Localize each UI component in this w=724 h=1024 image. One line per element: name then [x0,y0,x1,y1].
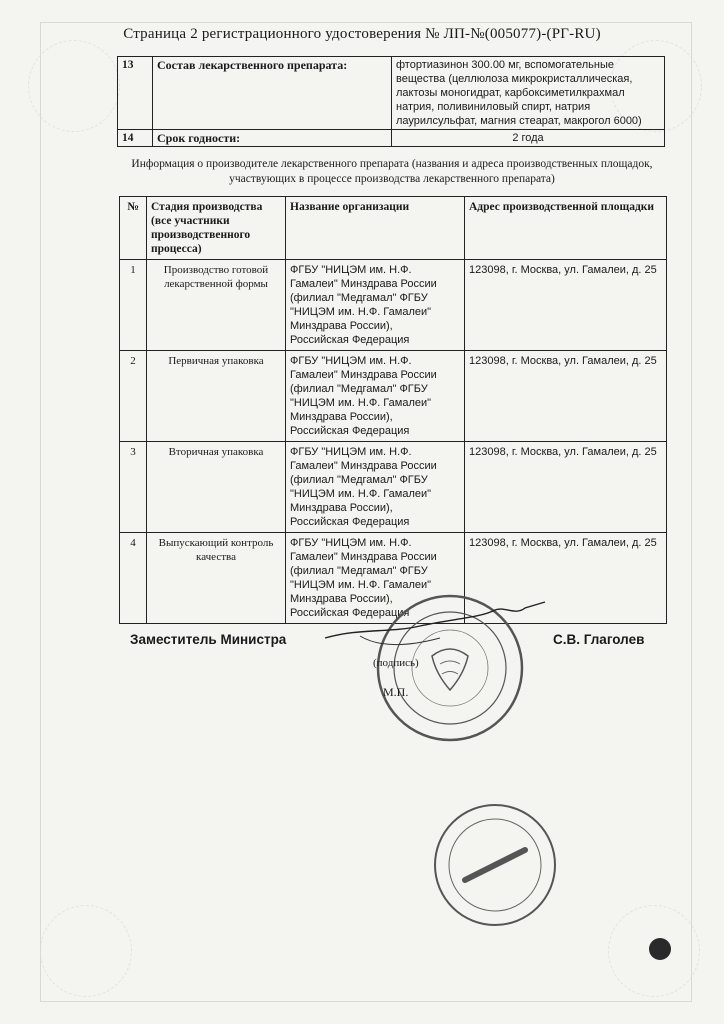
hole-punch-mark [649,938,671,960]
company-seal [430,800,560,930]
address-cell: 123098, г. Москва, ул. Гамалеи, д. 25 [465,260,667,351]
organization-cell: ФГБУ "НИЦЭМ им. Н.Ф. Гамалеи" Минздрава России (филиал "Медгамал" ФГБУ "НИЦЭМ им. Н.Ф. Гамалеи" Минздрава России), Российская Федерация [286,442,465,533]
table-row [118,130,665,147]
stage-cell: Первичная упаковка [147,351,286,442]
table-row [120,260,667,351]
row-number: 3 [120,442,147,533]
stage-cell: Производство готовой лекарственной формы [147,260,286,351]
stage-cell: Выпускающий контроль качества [147,533,286,624]
column-header: Адрес производственной площадки [465,197,667,260]
shelf-life-value: 2 года [392,130,665,147]
producers-table [119,196,667,624]
stage-cell: Вторичная упаковка [147,442,286,533]
row-label: Срок годности: [153,130,392,147]
table-row [118,57,665,130]
row-number: 2 [120,351,147,442]
table-header-row [120,197,667,260]
composition-value: фтортиазинон 300.00 мг, вспомогательные вещества (целлюлоза микрокристаллическая, лактозы моногидрат, карбоксиметилкрахмал натрия, поливиниловый спирт, натрия лаурилсульфат, магния стеарат, макрогол 6000) [392,57,665,130]
column-header: Название организации [286,197,465,260]
organization-cell: ФГБУ "НИЦЭМ им. Н.Ф. Гамалеи" Минздрава России (филиал "Медгамал" ФГБУ "НИЦЭМ им. Н.Ф. Гамалеи" Минздрава России), Российская Федерация [286,533,465,624]
watermark-rosette [40,905,132,997]
composition-table [117,56,665,147]
row-number: 1 [120,260,147,351]
stamp-caption: М.П. [383,685,409,699]
row-label: Состав лекарственного препарата: [153,57,392,130]
address-cell: 123098, г. Москва, ул. Гамалеи, д. 25 [465,533,667,624]
column-header: Стадия производства (все участники производственного процесса) [147,197,286,260]
table-row [120,442,667,533]
organization-cell: ФГБУ "НИЦЭМ им. Н.Ф. Гамалеи" Минздрава России (филиал "Медгамал" ФГБУ "НИЦЭМ им. Н.Ф. Гамалеи" Минздрава России), Российская Федерация [286,351,465,442]
row-number: 14 [118,130,153,147]
watermark-rosette [28,40,120,132]
signer-name: С.В. Глаголев [553,632,645,647]
row-number: 13 [118,57,153,130]
table-row [120,351,667,442]
address-cell: 123098, г. Москва, ул. Гамалеи, д. 25 [465,351,667,442]
signature-caption: (подпись) [373,657,419,669]
signer-position: Заместитель Министра [130,632,287,647]
address-cell: 123098, г. Москва, ул. Гамалеи, д. 25 [465,442,667,533]
manufacturer-info-heading: Информация о производителе лекарственного препарата (названия и адреса производственных площадок, участвующих в процессе производства лекарственного препарата) [131,158,653,185]
signature-scribble [320,598,550,658]
row-number: 4 [120,533,147,624]
page-title: Страница 2 регистрационного удостоверения № ЛП-№(005077)-(РГ-RU) [123,26,601,42]
column-header: № [120,197,147,260]
organization-cell: ФГБУ "НИЦЭМ им. Н.Ф. Гамалеи" Минздрава России (филиал "Медгамал" ФГБУ "НИЦЭМ им. Н.Ф. Гамалеи" Минздрава России), Российская Федерация [286,260,465,351]
